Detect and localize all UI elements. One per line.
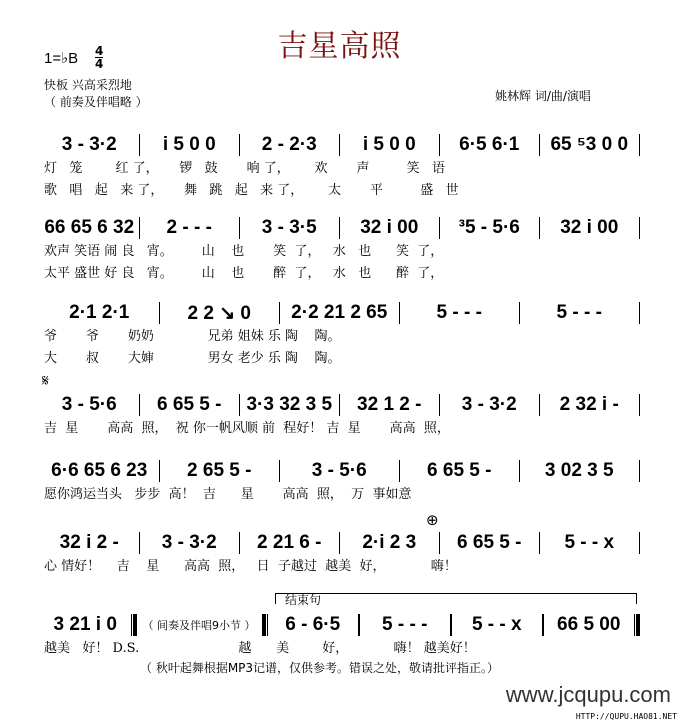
music-line	[40, 458, 640, 484]
author-credit: 姚林辉 词/曲/演唱	[495, 89, 591, 103]
lyric-line: 灯 笼 红 了， 锣 鼓 响 了， 欢 声 笑 语	[44, 161, 446, 176]
barline	[639, 394, 641, 416]
measure: 32 i 2 -	[59, 532, 119, 553]
measure: 6·6 65 6 23	[51, 460, 148, 481]
measure: 2 32 i -	[559, 394, 619, 415]
measure: 6 - 6·5	[285, 614, 341, 635]
measure: 2 - 2·3	[261, 134, 317, 155]
music-line	[40, 215, 640, 241]
lyric-line: 心 情好！ 吉 星 高高 照， 日 子越过 越美 好， 嗨！	[44, 559, 457, 574]
lyric-line: 爷 爷 奶奶 兄弟 姐妹 乐 陶 陶。	[44, 329, 341, 344]
measure: 3 02 3 5	[544, 460, 614, 481]
barline	[639, 217, 641, 239]
music-line	[40, 132, 640, 158]
measure: 6·5 6·1	[459, 134, 520, 155]
tempo-marking: 快板 兴高采烈地	[44, 78, 132, 92]
key-signature: 1=♭B	[44, 50, 79, 67]
measure: 3 - 3·2	[161, 532, 217, 553]
lyric-line: 歌 唱 起 来 了， 舞 跳 起 来 了， 太 平 盛 世	[44, 183, 459, 198]
measure: 32 i 00	[360, 217, 419, 238]
watermark-url: HTTP://QUPU.HAO81.NET	[575, 712, 677, 721]
measure: 6 65 5 -	[157, 394, 222, 415]
measure: 2 2 ↘ 0	[187, 302, 251, 324]
time-signature	[95, 45, 103, 70]
barline	[639, 302, 641, 324]
ending-label: 结束句	[285, 593, 322, 607]
lyric-line: 欢声 笑语 闹 良 宵。 山 也 笑 了， 水 也 笑 了，	[44, 244, 444, 259]
measure: 66 65 6 32	[44, 217, 135, 238]
lyric-line: 越美 好！ D.S. 越 美 好， 嗨！ 越美好！	[44, 641, 476, 656]
measure: 3 - 5·6	[311, 460, 367, 481]
measure: 3 - 3·5	[261, 217, 317, 238]
measure: 32 i 00	[560, 217, 619, 238]
barline	[639, 134, 641, 156]
measure: 2 - - -	[166, 217, 212, 238]
measure: 2 65 5 -	[187, 460, 252, 481]
measure: 5 - - x	[471, 614, 522, 635]
measure: 66 5 00	[557, 614, 621, 635]
interlude-note: （ 间奏及伴唱9小节 ）	[142, 619, 256, 632]
prelude-note: （ 前奏及伴唱略 ）	[44, 95, 148, 109]
measure: 3 - 5·6	[61, 394, 117, 415]
meter-top: 4	[95, 44, 104, 58]
music-line	[40, 300, 640, 326]
measure: 5 - - -	[436, 302, 482, 323]
repeat-barline	[262, 614, 268, 636]
measure: 3·3 32 3 5	[246, 394, 333, 415]
footnote: （ 秋叶起舞根据MP3记谱，仅供参考。错误之处，敬请批评指正。）	[140, 661, 500, 675]
measure: 3 - 3·2	[461, 394, 517, 415]
measure: 6 65 5 -	[457, 532, 522, 553]
music-line	[40, 392, 640, 418]
measure: 32 1 2 -	[357, 394, 422, 415]
measure: i 5 0 0	[162, 134, 216, 155]
lyric-line: 太平 盛世 好 良 宵。 山 也 醉 了， 水 也 醉 了，	[44, 266, 444, 281]
measure: i 5 0 0	[362, 134, 416, 155]
barline	[639, 460, 641, 482]
measure: 3 21 i 0	[53, 614, 117, 635]
lyric-line: 大 叔 大婶 男女 老少 乐 陶 陶。	[44, 351, 341, 366]
watermark: www.jcqupu.com	[505, 682, 671, 707]
measure: 3 - 3·2	[61, 134, 117, 155]
measure: 2 21 6 -	[257, 532, 322, 553]
coda-icon: ⊕	[426, 511, 439, 529]
measure: ³5 - 5·6	[458, 217, 520, 238]
segno-icon: 𝄋	[42, 371, 49, 390]
measure: 6 65 5 -	[427, 460, 492, 481]
measure: 65 ⁵3 0 0	[550, 134, 629, 155]
barline	[634, 614, 640, 636]
measure: 5 - - -	[382, 614, 428, 635]
meter-bottom: 4	[95, 57, 104, 71]
song-title: 吉星高照	[277, 29, 402, 64]
barline	[639, 532, 641, 554]
music-line	[40, 612, 640, 638]
measure: 5 - - x	[564, 532, 615, 553]
measure: 2·1 2·1	[69, 302, 130, 323]
lyric-line: 愿你鸿运当头 步步 高！ 吉 星 高高 照， 万 事如意	[44, 487, 412, 502]
measure: 5 - - -	[556, 302, 602, 323]
ending-bracket	[275, 593, 637, 604]
measure: 2·2 21 2 65	[291, 302, 388, 323]
measure: 2·i 2 3	[362, 532, 417, 553]
lyric-line: 吉 星 高高 照， 祝 你一帆风顺 前 程好！ 吉 星 高高 照，	[44, 421, 450, 436]
music-line	[40, 530, 640, 556]
